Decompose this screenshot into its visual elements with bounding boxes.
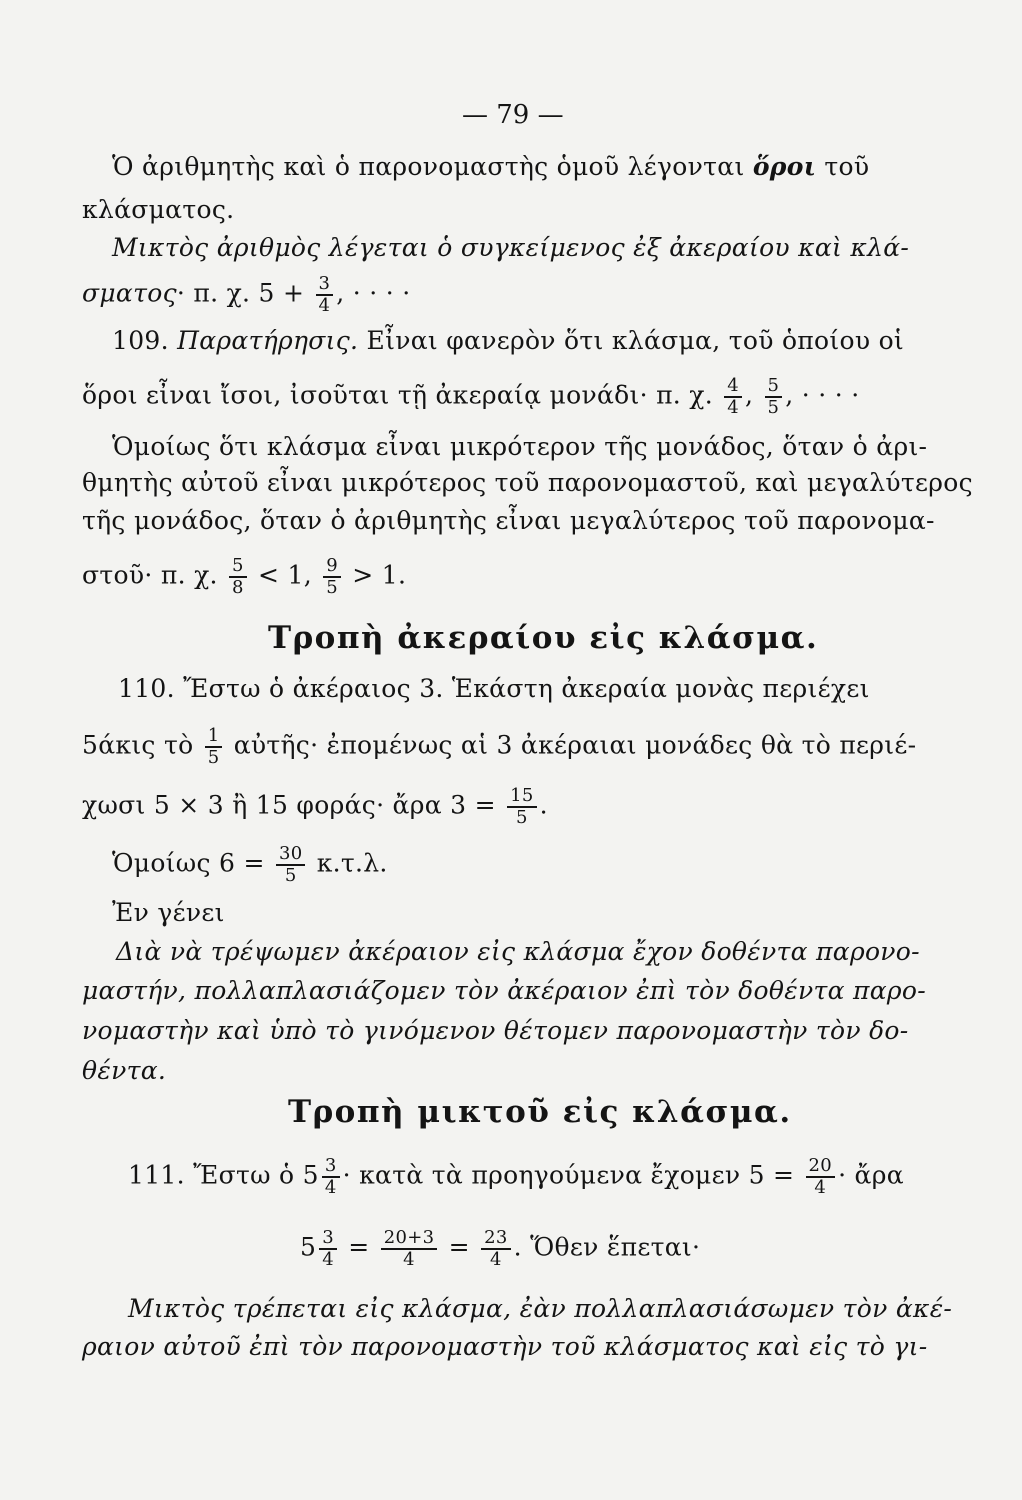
fraction: $\frac{3}{4}$: [316, 274, 334, 316]
text-line: κλάσματος.: [82, 195, 235, 224]
text-line: Ὁμοίως 6 = $\frac{30}{5}$ κ.τ.λ.: [112, 843, 388, 886]
fraction: $\frac{23}{4}$: [481, 1228, 511, 1270]
text-line: σματος· π. χ. 5 + $\frac{3}{4}$ , · · · ·: [82, 273, 411, 316]
text-line: θμητὴς αὐτοῦ εἶναι μικρότερος τοῦ παρονομαστοῦ, καὶ μεγαλύτερος: [82, 468, 973, 497]
fraction: $\frac{20+3}{4}$: [381, 1228, 438, 1270]
fraction: $\frac{4}{4}$: [724, 376, 742, 418]
section-109: 109. Παρατήρησις. Εἶναι φανερὸν ὅτι κλάσμα, τοῦ ὁποίου οἱ: [112, 326, 905, 355]
equation: 5 $\frac{3}{4}$ = $\frac{20+3}{4}$ = $\frac{23}{4}$ . Ὅθεν ἕπεται·: [300, 1227, 701, 1270]
rule-mixed-to-fraction: Μικτὸς τρέπεται εἰς κλάσμα, ἐὰν πολλαπλασιάσωμεν τὸν ἀκέ-: [128, 1294, 953, 1323]
text-line: νομαστὴν καὶ ὑπὸ τὸ γινόμενον θέτομεν παρονομαστὴν τὸν δο-: [82, 1016, 909, 1045]
text-line: χωσι 5 × 3 ἢ 15 φοράς· ἄρα 3 = $\frac{15}{5}$ .: [82, 785, 548, 828]
fraction: $\frac{5}{5}$: [765, 376, 783, 418]
fraction: $\frac{20}{4}$: [806, 1156, 836, 1198]
text-line: Ἐν γένει: [112, 898, 225, 927]
text-line: Ὁ ἀριθμητὴς καὶ ὁ παρονομαστὴς ὁμοῦ λέγονται ὅροι τοῦ: [112, 152, 870, 181]
text-line: 5άκις τὸ $\frac{1}{5}$ αὐτῆς· ἐπομένως αἱ 3 ἀκέραιαι μονάδες θὰ τὸ περιέ-: [82, 725, 917, 768]
definition-mixed-number: Μικτὸς ἀριθμὸς λέγεται ὁ συγκείμενος ἐξ ἀκεραίου καὶ κλά-: [112, 233, 910, 262]
fraction: $\frac{5}{8}$: [229, 556, 247, 598]
rule-integer-to-fraction: Διὰ νὰ τρέψωμεν ἀκέραιον εἰς κλάσμα ἔχον δοθέντα παρονο-: [116, 937, 920, 966]
heading-mixed-to-fraction: Τροπὴ μικτοῦ εἰς κλάσμα.: [288, 1094, 792, 1130]
text-line: ὅροι εἶναι ἴσοι, ἰσοῦται τῇ ἀκεραίᾳ μονάδι· π. χ. $\frac{4}{4}$ , $\frac{5}{5}$ , · · · ·: [82, 375, 860, 418]
text-line: στοῦ· π. χ. $\frac{5}{8}$ < 1, $\frac{9}{5}$ > 1.: [82, 555, 407, 598]
fraction: $\frac{30}{5}$: [276, 844, 306, 886]
text-line: τῆς μονάδος, ὅταν ὁ ἀριθμητὴς εἶναι μεγαλύτερος τοῦ παρονομα-: [82, 506, 935, 535]
page-number: — 79 —: [462, 100, 564, 130]
fraction: $\frac{15}{5}$: [507, 786, 537, 828]
text-line: μαστήν, πολλαπλασιάζομεν τὸν ἀκέραιον ἐπὶ τὸν δοθέντα παρο-: [82, 976, 927, 1005]
fraction: $\frac{3}{4}$: [322, 1156, 340, 1198]
text-line: θέντα.: [82, 1056, 167, 1085]
fraction: $\frac{1}{5}$: [205, 726, 223, 768]
fraction: $\frac{9}{5}$: [323, 556, 341, 598]
text-line: ραιον αὐτοῦ ἐπὶ τὸν παρονομαστὴν τοῦ κλάσματος καὶ εἰς τὸ γι-: [82, 1332, 928, 1361]
text-line: Ὁμοίως ὅτι κλάσμα εἶναι μικρότερον τῆς μονάδος, ὅταν ὁ ἀρι-: [112, 432, 928, 461]
section-110: 110. Ἔστω ὁ ἀκέραιος 3. Ἑκάστη ἀκεραία μονὰς περιέχει: [118, 674, 870, 703]
heading-integer-to-fraction: Τροπὴ ἀκεραίου εἰς κλάσμα.: [268, 620, 819, 656]
fraction: $\frac{3}{4}$: [319, 1228, 337, 1270]
section-111: 111. Ἔστω ὁ 5 $\frac{3}{4}$ · κατὰ τὰ προηγούμενα ἔχομεν 5 = $\frac{20}{4}$ · ἄρα: [128, 1155, 904, 1198]
